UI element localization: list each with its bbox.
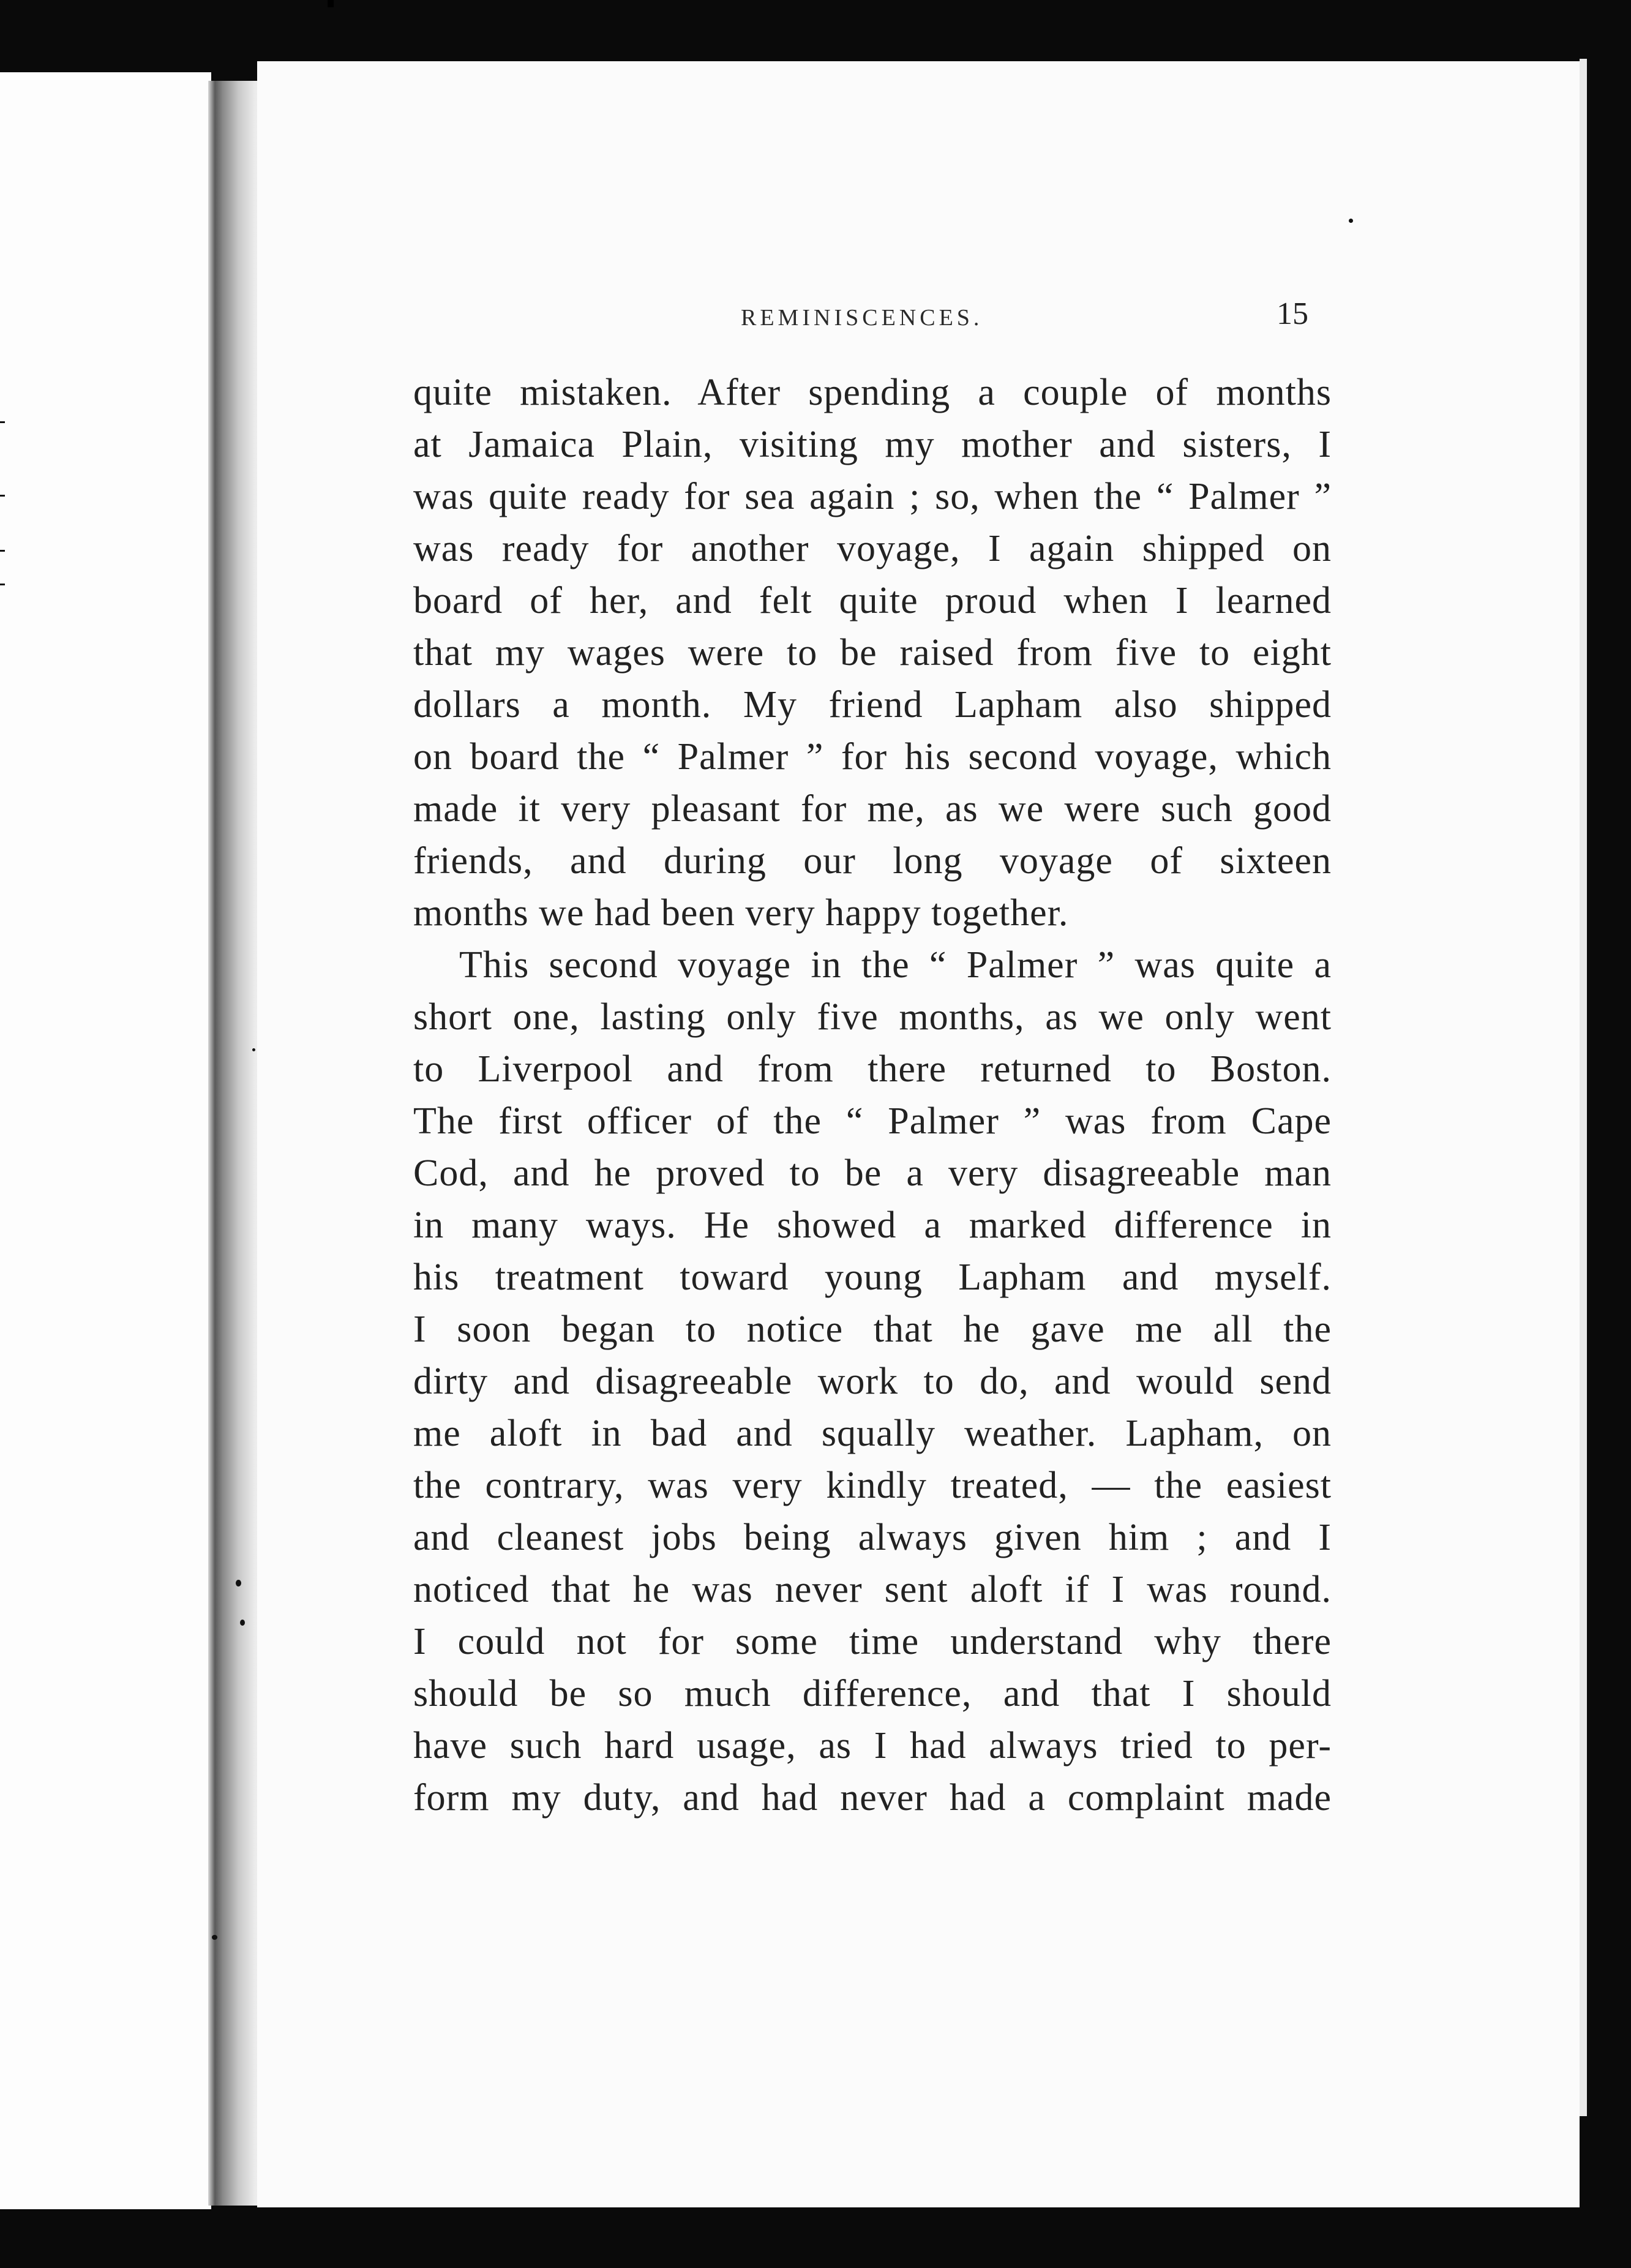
edge-mark: [0, 495, 5, 497]
text-line: to Liverpool and from there returned to Boston.: [413, 1048, 1332, 1090]
running-head: REMINISCENCES.: [741, 305, 983, 331]
previous-page-edge: [0, 72, 211, 2209]
text-line: months we had been very happy together.: [413, 892, 1069, 934]
text-line: quite mistaken. After spending a couple of months: [413, 372, 1332, 413]
scan-speck: [1349, 219, 1353, 223]
text-line: friends, and during our long voyage of sixteen: [413, 840, 1332, 882]
text-line: I soon began to notice that he gave me all the: [413, 1309, 1332, 1350]
scan-speck: [252, 1048, 255, 1051]
text-line: the contrary, was very kindly treated, — the easiest: [413, 1465, 1332, 1506]
text-line: board of her, and felt quite proud when I learned: [413, 580, 1332, 621]
text-line: dirty and disagreeable work to do, and would send: [413, 1361, 1332, 1402]
text-line: made it very pleasant for me, as we were such good: [413, 788, 1332, 830]
text-line: should be so much difference, and that I should: [413, 1673, 1332, 1714]
scan-speck: [328, 0, 334, 7]
text-line: his treatment toward young Lapham and myself.: [413, 1256, 1332, 1298]
page-edge: [1580, 59, 1587, 2116]
scan-speck: [212, 1935, 217, 1940]
edge-mark: [0, 550, 5, 552]
text-line: was quite ready for sea again ; so, when the “ Palmer ”: [413, 476, 1332, 517]
text-line: on board the “ Palmer ” for his second voyage, which: [413, 736, 1332, 778]
scan-speck: [236, 1580, 241, 1586]
text-line: that my wages were to be raised from five to eight: [413, 632, 1332, 674]
text-line: short one, lasting only five months, as we only went: [413, 996, 1332, 1038]
text-line: This second voyage in the “ Palmer ” was quite a: [459, 944, 1332, 986]
text-line: form my duty, and had never had a complaint made: [413, 1777, 1332, 1819]
text-line: me aloft in bad and squally weather. Lapham, on: [413, 1413, 1332, 1454]
text-line: I could not for some time understand why there: [413, 1621, 1332, 1662]
text-line: at Jamaica Plain, visiting my mother and sisters, I: [413, 424, 1332, 465]
text-line: and cleanest jobs being always given him ; and I: [413, 1517, 1332, 1558]
text-line: noticed that he was never sent aloft if I was round.: [413, 1569, 1332, 1610]
text-line: have such hard usage, as I had always tried to per-: [413, 1725, 1332, 1767]
text-line: in many ways. He showed a marked difference in: [413, 1204, 1332, 1246]
text-line: The first officer of the “ Palmer ” was from Cape: [413, 1100, 1332, 1142]
scan-speck: [240, 1620, 245, 1626]
text-line: dollars a month. My friend Lapham also shipped: [413, 684, 1332, 726]
text-line: was ready for another voyage, I again shipped on: [413, 528, 1332, 569]
text-line: Cod, and he proved to be a very disagreeable man: [413, 1152, 1332, 1194]
edge-mark: [0, 421, 5, 423]
page-number: 15: [1277, 296, 1308, 331]
edge-mark: [0, 584, 5, 585]
